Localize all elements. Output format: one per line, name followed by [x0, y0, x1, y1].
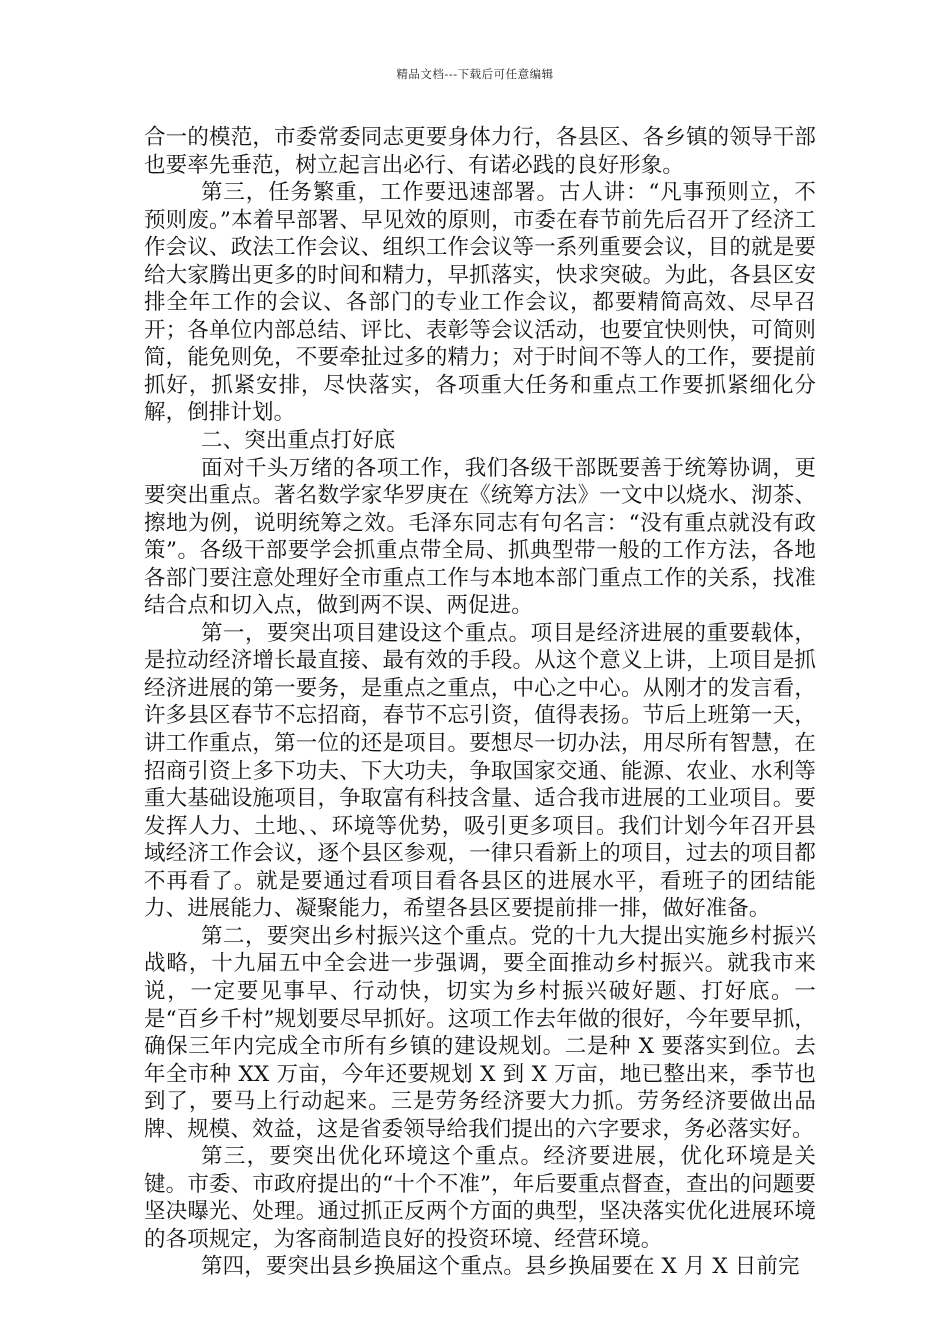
paragraph: 第二，要突出乡村振兴这个重点。党的十九大提出实施乡村振兴战略，十九届五中全会进一步强调，要全面推动乡村振兴。就我市来说，一定要见事早、行动快，切实为乡村振兴破好题、打好底。一是“百乡千村”规划要尽早抓好。这项工作去年做的很好，今年要早抓，确保三年内完成全市所有乡镇的建设规划。二是种 X 要落实到位。去年全市种 XX 万亩，今年还要规划 X 到 X 万亩，地已整出来，季节也到了，要马上行动起来。三是劳务经济要大力抓。劳务经济要做出品牌、规模、效益，这是省委领导给我们提出的六字要求，务必落实好。 [144, 923, 816, 1142]
paragraph: 第四，要突出县乡换届这个重点。县乡换届要在 X 月 X 日前完 [201, 1254, 800, 1280]
document-body [144, 124, 816, 1281]
paragraph: 第一，要突出项目建设这个重点。项目是经济进展的重要载体，是拉动经济增长最直接、最有效的手段。从这个意义上讲，上项目是抓经济进展的第一要务，是重点之重点，中心之中心。从刚才的发言看，许多县区春节不忘招商，春节不忘引资，值得表扬。节后上班第一天，讲工作重点，第一位的还是项目。要想尽一切办法，用尽所有智慧，在招商引资上多下功夫、下大功夫，争取国家交通、能源、农业、水利等重大基础设施项目，争取富有科技含量、适合我市进展的工业项目。要发挥人力、土地、、环境等优势，吸引更多项目。我们计划今年召开县域经济工作会议，逐个县区参观，一律只看新上的项目，过去的项目都不再看了。就是要通过看项目看各县区的进展水平，看班子的团结能力、进展能力、凝聚能力，希望各县区要提前排一排，做好准备。 [144, 620, 816, 922]
paragraph: 合一的模范，市委常委同志更要身体力行，各县区、各乡镇的领导干部也要率先垂范，树立起言出必行、有诺必践的良好形象。 [144, 125, 816, 178]
paragraph: 第三，要突出优化环境这个重点。经济要进展，优化环境是关键。市委、市政府提出的“十个不准”，年后要重点督查，查出的问题要坚决曝光、处理。通过抓正反两个方面的典型，坚决落实优化进展环境的各项规定，为客商制造良好的投资环境、经营环境。 [144, 1144, 816, 1252]
page-header: 精品文档---下载后可任意编辑 [396, 67, 554, 81]
section-heading: 二、突出重点打好底 [201, 428, 396, 454]
paragraph: 第三，任务繁重，工作要迅速部署。古人讲：“凡事预则立，不预则废。”本着早部署、早见效的原则，市委在春节前先后召开了经济工作会议、政法工作会议、组织工作会议等一系列重要会议，目的就是要给大家腾出更多的时间和精力，早抓落实，快求突破。为此，各县区安排全年工作的会议、各部门的专业工作会议，都要精简高效、尽早召开；各单位内部总结、评比、表彰等会议活动，也要宜快则快，可简则简，能免则免，不要牵扯过多的精力；对于时间不等人的工作，要提前抓好，抓紧安排，尽快落实，各项重大任务和重点工作要抓紧细化分解，倒排计划。 [144, 180, 816, 426]
paragraph: 面对千头万绪的各项工作，我们各级干部既要善于统筹协调，更要突出重点。著名数学家华罗庚在《统筹方法》一文中以烧水、沏茶、擦地为例，说明统筹之效。毛泽东同志有句名言：“没有重点就没有政策”。各级干部要学会抓重点带全局、抓典型带一般的工作方法，各地各部门要注意处理好全市重点工作与本地本部门重点工作的关系，找准结合点和切入点，做到两不误、两促进。 [144, 455, 816, 619]
